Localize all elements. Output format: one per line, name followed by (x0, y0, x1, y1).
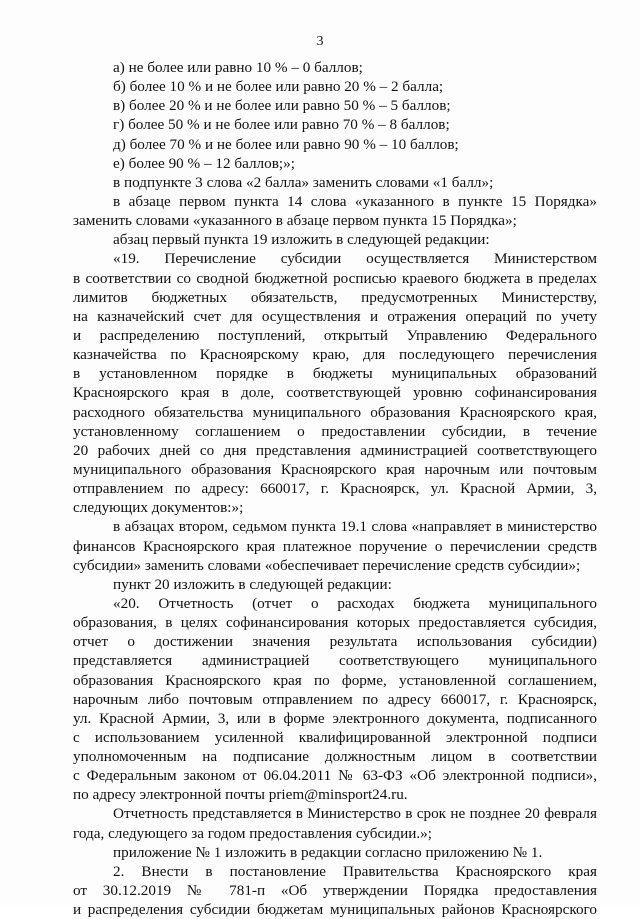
text-line: а) не более или равно 10 % – 0 баллов; (113, 59, 363, 76)
text-line: 20 рабочих дней со дня представления администрацией соответствующего (73, 441, 597, 459)
text-line: финансов Красноярского края платежное поручение о перечислении средств (73, 537, 597, 555)
text-line: в соответствии со сводной бюджетной росписью краевого бюджета в пределах (73, 269, 597, 287)
text-line: Красноярского края в доле, соответствующей уровню софинансирования (73, 384, 597, 402)
text-line: отправлением по адресу: 660017, г. Красноярск, ул. Красной Армии, 3, (73, 480, 597, 498)
text-line: приложение № 1 изложить в редакции согласно приложению № 1. (113, 843, 543, 861)
text-line: 2. Внести в постановление Правительства Красноярского края (113, 862, 597, 880)
text-line: в подпункте 3 слова «2 балла» заменить словами «1 балл»; (113, 173, 494, 191)
text-line: б) более 10 % и не более или равно 20 % – 2 балла; (113, 78, 444, 96)
text-line: и распределения субсидии бюджетам муниципальных районов Красноярского (73, 901, 597, 919)
text-line: в установленном порядке в бюджеты муниципальных образований (73, 365, 597, 383)
text-line: нарочным либо почтовым отправлением по адресу 660017, г. Красноярск, (73, 690, 597, 708)
text-line: «20. Отчетность (отчет о расходах бюджета муниципального (113, 594, 597, 612)
text-line: года, следующего за годом предоставления субсидии.»; (73, 824, 432, 842)
text-line: на казначейский счет для осуществления и отражения операций по учету (73, 307, 597, 325)
text-line: «19. Перечисление субсидии осуществляется Министерством (113, 250, 597, 268)
text-line: субсидии» заменить словами «обеспечивает перечисление средств субсидии»; (73, 556, 581, 574)
text-line: с использованием усиленной квалифицированной электронной подписи (73, 728, 597, 746)
page-number: 3 (316, 34, 324, 49)
text-line: г) более 50 % и не более или равно 70 % – 8 баллов; (113, 116, 450, 134)
text-line: в абзацах втором, седьмом пункта 19.1 слова «направляет в министерство (113, 518, 597, 536)
text-line: образования Красноярского края по форме, установленной соглашением, (73, 671, 597, 689)
text-line: Отчетность представляется в Министерство в срок не позднее 20 февраля (113, 805, 597, 823)
text-line: муниципального образования Красноярского края нарочным или почтовым (73, 460, 597, 478)
text-line: е) более 90 % – 12 баллов;»; (113, 154, 295, 172)
text-line: пункт 20 изложить в следующей редакции: (113, 575, 392, 593)
text-line: установленному соглашением о предоставлении субсидии, в течение (73, 422, 597, 440)
text-line: представляется администрацией соответствующего муниципального (73, 652, 597, 670)
text-line: расходного обязательства муниципального образования Красноярского края, (73, 403, 597, 421)
document-body (73, 58, 597, 919)
text-line: лимитов бюджетных обязательств, предусмотренных Министерству, (73, 288, 597, 306)
text-line: уполномоченным на подписание должностным лицом в соответствии (73, 748, 597, 766)
text-line: по адресу электронной почты priem@minsport24.ru. (73, 786, 408, 804)
text-line: ул. Красной Армии, 3, или в форме электронного документа, подписанного (73, 709, 597, 727)
text-line: абзац первый пункта 19 изложить в следующей редакции: (113, 231, 490, 249)
text-line: образования, в целях софинансирования которых предоставляется субсидия, (73, 614, 597, 632)
text-line: отчет о достижении значения результата использования субсидии) (73, 633, 597, 651)
text-line: в абзаце первом пункта 14 слова «указанного в пункте 15 Порядка» (113, 192, 597, 210)
text-line: и распределению поступлений, открытый Управлению Федерального (73, 326, 597, 344)
text-line: заменить словами «указанного в абзаце первом пункта 15 Порядка»; (73, 212, 517, 230)
text-line: следующих документов:»; (73, 499, 244, 517)
text-line: в) более 20 % и не более или равно 50 % – 5 баллов; (113, 97, 451, 115)
text-line: казначейства по Красноярскому краю, для последующего перечисления (73, 346, 597, 364)
text-line: д) более 70 % и не более или равно 90 % – 10 баллов; (113, 135, 459, 153)
text-line: с Федеральным законом от 06.04.2011 № 63-ФЗ «Об электронной подписи», (73, 767, 597, 785)
text-line: от 30.12.2019 № 781-п «Об утверждении Порядка предоставления (73, 882, 597, 900)
